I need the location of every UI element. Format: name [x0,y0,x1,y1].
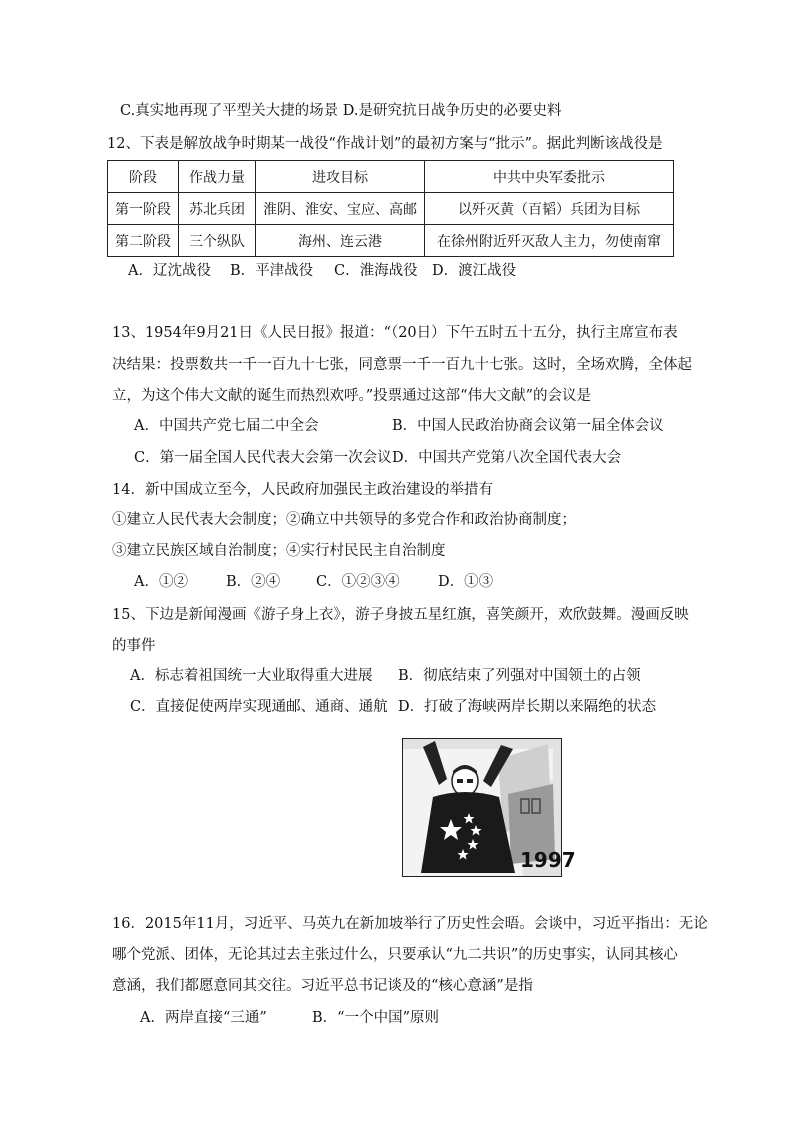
q12-option-d: D．渡江战役 [432,263,517,279]
q13-stem-line-3: 立，为这个伟大文献的诞生而热烈欢呼。”投票通过这部“伟大文献”的会议是 [112,388,591,404]
table-row [108,193,674,225]
q12-option-b: B．平津战役 [230,263,314,279]
table-header-cell: 进攻目标 [256,161,425,193]
q16-stem-line-1: 16．2015年11月，习近平、马英九在新加坡举行了历史性会晤。会谈中，习近平指出：无论 [112,916,708,932]
q14-stem-line-3: ③建立民族区域自治制度；④实行村民民主自治制度 [112,543,446,559]
cartoon-year-label: 1997 [520,848,576,872]
q14-stem-line-1: 14．新中国成立至今，人民政府加强民主政治建设的举措有 [112,482,493,498]
news-cartoon-image [402,738,576,877]
q13-option-a: A．中国共产党七届二中全会 [134,418,319,434]
table-header-cell: 中共中央军委批示 [425,161,674,193]
q15-option-d: D．打破了海峡两岸长期以来隔绝的状态 [398,699,657,715]
q16-option-a: A．两岸直接“三通” [140,1010,267,1026]
q14-option-c: C．①②③④ [316,574,400,590]
q16-stem-line-3: 意涵，我们都愿意同其交往。习近平总书记谈及的“核心意涵”是指 [112,978,533,994]
table-header-row [108,161,674,193]
table-cell: 淮阴、淮安、宝应、高邮 [256,193,425,225]
table-cell: 三个纵队 [179,225,256,257]
table-header-cell: 作战力量 [179,161,256,193]
table-cell: 在徐州附近歼灭敌人主力，勿使南窜 [425,225,674,257]
q11-options-line: C.真实地再现了平型关大捷的场景 D.是研究抗日战争历史的必要史料 [120,103,562,119]
q14-stem-line-2: ①建立人民代表大会制度；②确立中共领导的多党合作和政治协商制度； [112,512,576,528]
q15-stem-line-2: 的事件 [112,638,156,654]
q15-stem-line-1: 15、下边是新闻漫画《游子身上衣》，游子身披五星红旗，喜笑颜开，欢欣鼓舞。漫画反映 [112,607,689,623]
cartoon-drawing [403,739,576,876]
q13-stem-line-1: 13、1954年9月21日《人民日报》报道：“（20日）下午五时五十五分，执行主席宣布表 [112,325,678,341]
q16-stem-line-2: 哪个党派、团体，无论其过去主张过什么，只要承认“九二共识”的历史事实，认同其核心 [112,947,678,963]
q13-option-d: D．中国共产党第八次全国代表大会 [392,450,622,466]
q15-option-c: C．直接促使两岸实现通邮、通商、通航 [130,699,388,715]
table-cell: 海州、连云港 [256,225,425,257]
table-row [108,225,674,257]
table-cell: 苏北兵团 [179,193,256,225]
q12-option-a: A．辽沈战役 [128,263,211,279]
q13-option-c: C．第一届全国人民代表大会第一次会议 [134,450,392,466]
q13-stem-line-2: 决结果：投票数共一千一百九十七张，同意票一千一百九十七张。这时，全场欢腾，全体起 [112,357,692,373]
table-cell: 第一阶段 [108,193,179,225]
battle-plan-table [107,160,674,257]
table-header-cell: 阶段 [108,161,179,193]
q12-option-c: C．淮海战役 [334,263,418,279]
q14-option-d: D．①③ [438,574,494,590]
table-cell: 第二阶段 [108,225,179,257]
q15-option-a: A．标志着祖国统一大业取得重大进展 [130,668,373,684]
q15-option-b: B．彻底结束了列强对中国领土的占领 [398,668,641,684]
q13-option-b: B．中国人民政治协商会议第一届全体会议 [392,418,664,434]
q16-option-b: B．“一个中国”原则 [312,1010,439,1026]
q12-stem: 12、下表是解放战争时期某一战役“作战计划”的最初方案与“批示”。据此判断该战役是 [107,136,663,152]
q14-option-b: B．②④ [226,574,281,590]
table-cell: 以歼灭黄（百韬）兵团为目标 [425,193,674,225]
q14-option-a: A．①② [134,574,188,590]
